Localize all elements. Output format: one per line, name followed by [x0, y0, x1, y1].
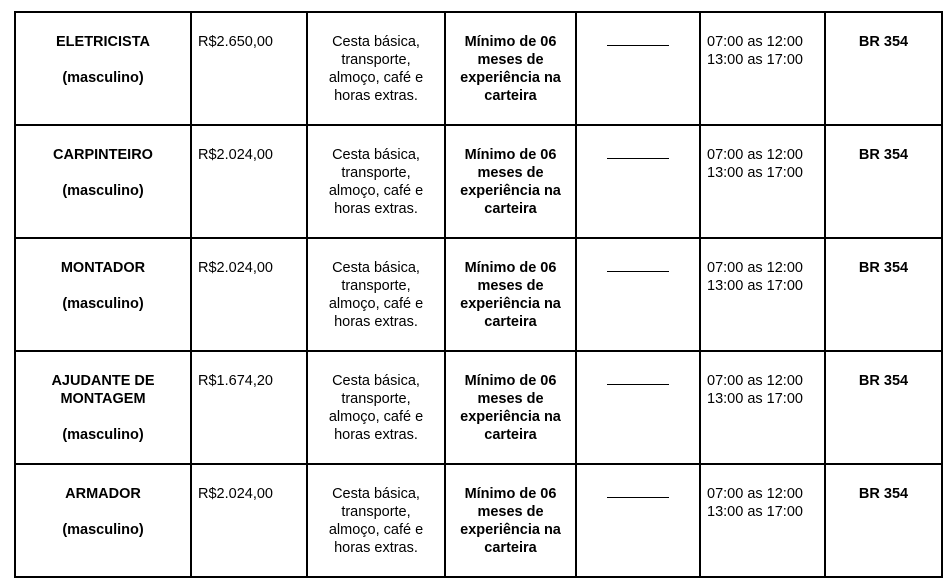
- blank-cell: [576, 464, 700, 577]
- benefits-cell: Cesta básica, transporte, almoço, café e horas extras.: [307, 464, 445, 577]
- role-cell: [15, 238, 191, 351]
- experience-cell: Mínimo de 06 meses de experiência na carteira: [445, 238, 576, 351]
- blank-cell: [576, 351, 700, 464]
- hours-morning: 07:00 as 12:00: [707, 486, 803, 502]
- location-cell: BR 354: [825, 12, 942, 125]
- role-cell: [15, 12, 191, 125]
- role-title: AJUDANTE DE MONTAGEM: [51, 373, 155, 407]
- hours-cell: [700, 125, 825, 238]
- salary-cell: R$2.650,00: [191, 12, 307, 125]
- hours-morning: 07:00 as 12:00: [707, 34, 803, 50]
- benefits-cell: Cesta básica, transporte, almoço, café e horas extras.: [307, 351, 445, 464]
- blank-line: [607, 374, 669, 385]
- blank-line: [607, 148, 669, 159]
- blank-cell: [576, 12, 700, 125]
- benefits-cell: Cesta básica, transporte, almoço, café e horas extras.: [307, 125, 445, 238]
- role-gender: (masculino): [62, 296, 144, 312]
- hours-afternoon: 13:00 as 17:00: [707, 165, 803, 181]
- hours-morning: 07:00 as 12:00: [707, 260, 803, 276]
- salary-cell: R$2.024,00: [191, 238, 307, 351]
- role-title: ARMADOR: [65, 486, 141, 502]
- hours-morning: 07:00 as 12:00: [707, 147, 803, 163]
- role-title: MONTADOR: [60, 260, 146, 276]
- role-gender: (masculino): [62, 427, 144, 443]
- salary-cell: R$1.674,20: [191, 351, 307, 464]
- hours-afternoon: 13:00 as 17:00: [707, 391, 803, 407]
- role-cell: [15, 351, 191, 464]
- role-title: CARPINTEIRO: [53, 147, 153, 163]
- experience-cell: Mínimo de 06 meses de experiência na carteira: [445, 351, 576, 464]
- role-gender: (masculino): [62, 183, 144, 199]
- salary-cell: R$2.024,00: [191, 125, 307, 238]
- hours-afternoon: 13:00 as 17:00: [707, 278, 803, 294]
- experience-cell: Mínimo de 06 meses de experiência na carteira: [445, 125, 576, 238]
- location-cell: BR 354: [825, 125, 942, 238]
- job-listings-table: [14, 11, 943, 578]
- role-cell: [15, 464, 191, 577]
- benefits-cell: Cesta básica, transporte, almoço, café e horas extras.: [307, 238, 445, 351]
- blank-line: [607, 35, 669, 46]
- table-row: [15, 351, 942, 464]
- table-row: [15, 12, 942, 125]
- table-row: [15, 238, 942, 351]
- benefits-cell: Cesta básica, transporte, almoço, café e horas extras.: [307, 12, 445, 125]
- role-title: ELETRICISTA: [56, 34, 150, 50]
- blank-cell: [576, 125, 700, 238]
- experience-cell: Mínimo de 06 meses de experiência na carteira: [445, 12, 576, 125]
- location-cell: BR 354: [825, 464, 942, 577]
- location-cell: BR 354: [825, 351, 942, 464]
- blank-cell: [576, 238, 700, 351]
- role-gender: (masculino): [62, 70, 144, 86]
- hours-afternoon: 13:00 as 17:00: [707, 52, 803, 68]
- role-gender: (masculino): [62, 522, 144, 538]
- experience-cell: Mínimo de 06 meses de experiência na carteira: [445, 464, 576, 577]
- hours-morning: 07:00 as 12:00: [707, 373, 803, 389]
- role-cell: [15, 125, 191, 238]
- salary-cell: R$2.024,00: [191, 464, 307, 577]
- blank-line: [607, 261, 669, 272]
- location-cell: BR 354: [825, 238, 942, 351]
- hours-afternoon: 13:00 as 17:00: [707, 504, 803, 520]
- table-row: [15, 464, 942, 577]
- hours-cell: [700, 12, 825, 125]
- blank-line: [607, 487, 669, 498]
- hours-cell: [700, 238, 825, 351]
- table-row: [15, 125, 942, 238]
- hours-cell: [700, 351, 825, 464]
- hours-cell: [700, 464, 825, 577]
